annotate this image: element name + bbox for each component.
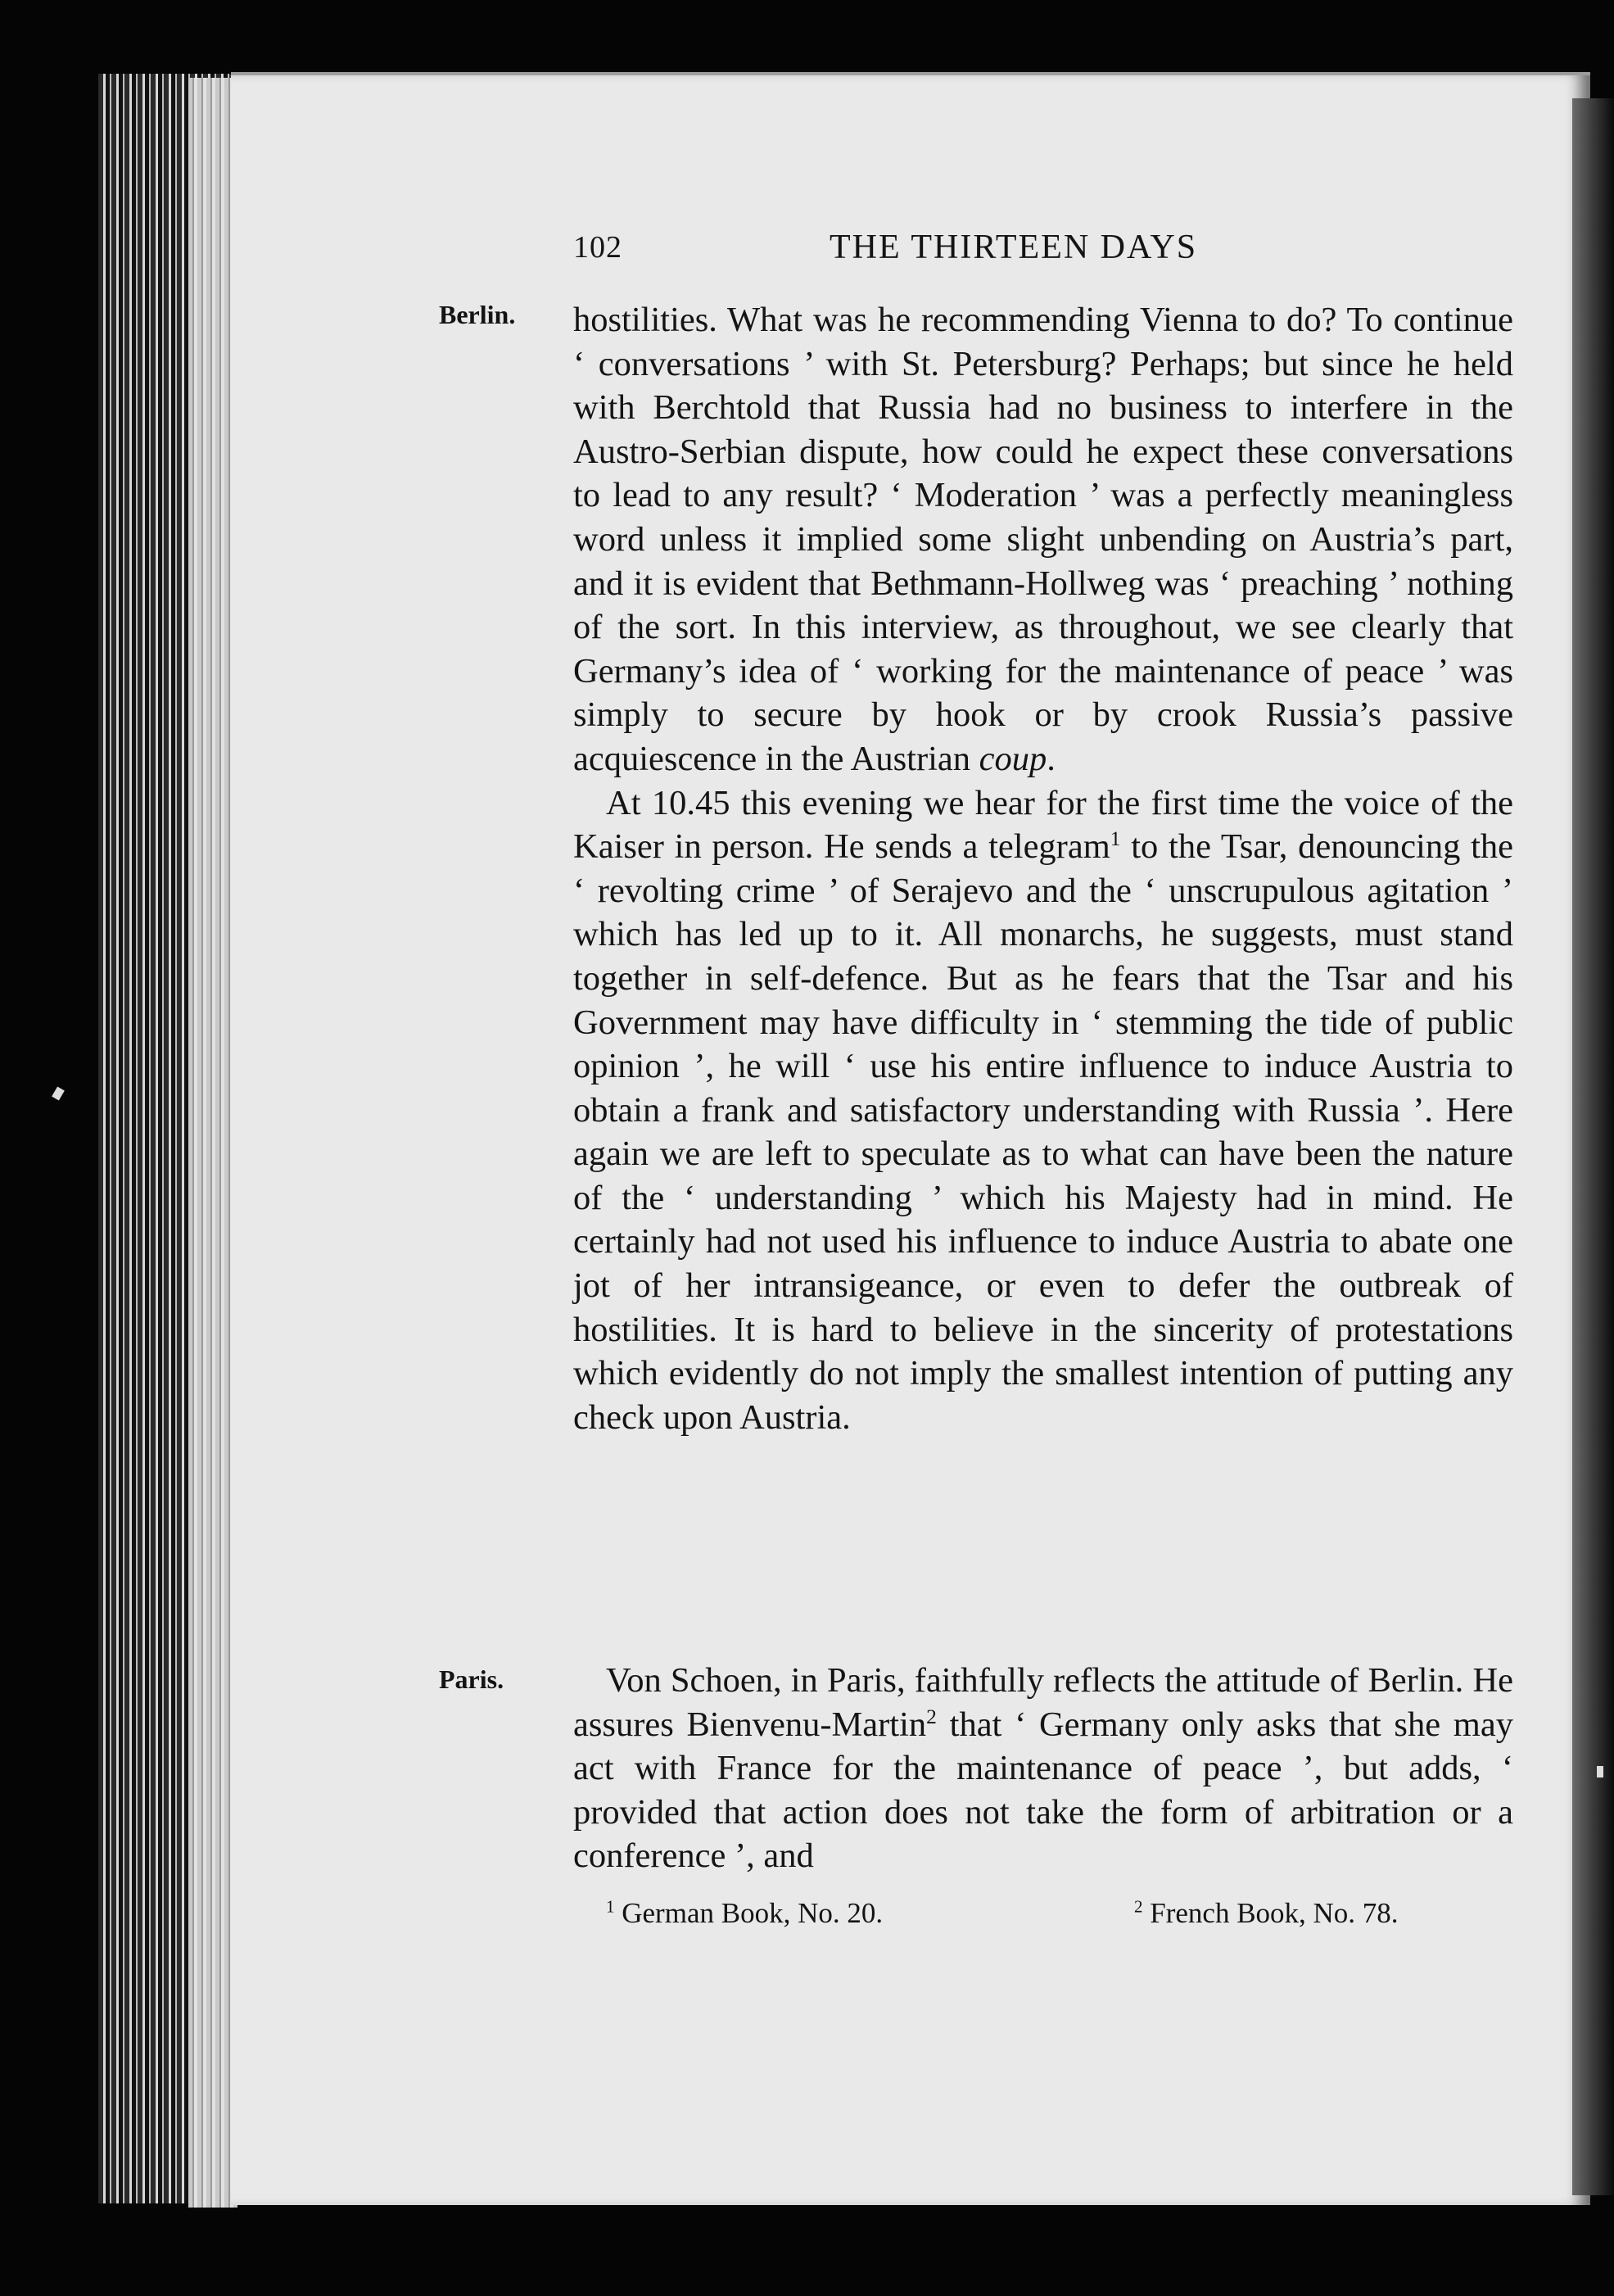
- paragraph-1-end: .: [1047, 739, 1056, 778]
- paragraph-2: [573, 781, 1513, 1440]
- margin-note-berlin: Berlin.: [439, 300, 516, 329]
- running-head: THE THIRTEEN DAYS: [830, 229, 1198, 266]
- body-text-section-1: [573, 298, 1513, 1439]
- paragraph-1: [573, 298, 1513, 781]
- footnote-2-text: French Book, No. 78.: [1142, 1897, 1399, 1929]
- footnote-1: [606, 1897, 883, 1930]
- footnote-1-mark: 1: [606, 1896, 615, 1917]
- footnote-1-text: German Book, No. 20.: [614, 1897, 884, 1929]
- footnotes: [606, 1897, 1507, 1938]
- paragraph-1-italic: coup: [979, 739, 1047, 778]
- margin-note-paris: Paris.: [439, 1664, 504, 1694]
- paragraph-2-start: At 10.45 this evening we hear for the first time the voice of the Kaiser in person. He sends a telegram: [573, 783, 1513, 867]
- footnote-2: [1134, 1897, 1399, 1930]
- paragraph-3-rest: that ‘ Germany only asks that she may act with France for the maintenance of peace ’, but adds, ‘ provided that action does not take the form of arbitration or a conference ’, and: [573, 1705, 1513, 1876]
- footnote-2-mark: 2: [1134, 1896, 1143, 1917]
- footnote-ref-1: 1: [1110, 826, 1121, 850]
- paragraph-2-rest: to the Tsar, denouncing the ‘ revolting crime ’ of Serajevo and the ‘ unscrupulous agitation ’ which has led up to it. All monarchs, he suggests, must stand together in self-defence. But as he fears that the Tsar and his Government may have difficulty in ‘ stemming the tide of public opinion ’, he will ‘ use his entire influence to induce Austria to obtain a frank and satisfactory understanding with Russia ’. Here again we are left to speculate as to what can have been the nature of the ‘ understanding ’ which his Majesty had in mind. He certainly had not used his influence to induce Austria to abate one jot of her intransigeance, or even to defer the outbreak of hostilities. It is hard to believe in the sincerity of protestations which evidently do not imply the smallest intention of putting any check upon Austria.: [573, 827, 1514, 1437]
- body-text-section-2: [573, 1659, 1513, 1878]
- paragraph-1-text: hostilities. What was he recommending Vienna to do? To continue ‘ conversations ’ with St. Petersburg? Perhaps; but since he held with Berchtold that Russia had no business to interfere in the Austro-Serbian dispute, how could he expect these conversations to lead to any result? ‘ Moderation ’ was a perfectly meaningless word unless it implied some slight unbending on Austria’s part, and it is evident that Bethmann-Hollweg was ‘ preaching ’ nothing of the sort. In this interview, as throughout, we see clearly that Germany’s idea of ‘ working for the maintenance of peace ’ was simply to secure by hook or by crook Russia’s passive acquiescence in the Austrian: [573, 301, 1513, 778]
- page-number: 102: [573, 230, 622, 265]
- paragraph-3-start: Von Schoen, in Paris, faithfully reflects the attitude of Berlin. He assures Bienvenu-Martin: [573, 1661, 1513, 1744]
- paragraph-3: [573, 1659, 1513, 1878]
- page-header: [573, 223, 1277, 272]
- footnote-ref-2: 2: [926, 1704, 937, 1728]
